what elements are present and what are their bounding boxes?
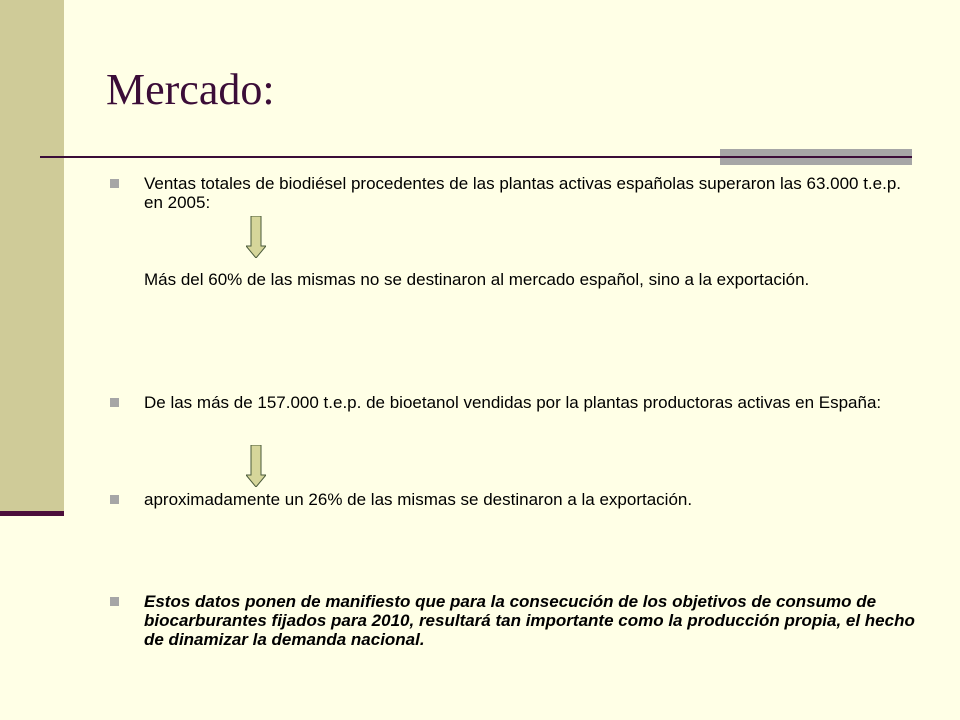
sub-paragraph-export: Más del 60% de las mismas no se destinaron al mercado español, sino a la exportación. bbox=[144, 270, 810, 289]
bullet-square-icon bbox=[110, 597, 119, 606]
bullet-square-icon bbox=[110, 495, 119, 504]
side-band-underline bbox=[0, 511, 64, 516]
bullet-text-export-percentage: aproximadamente un 26% de las mismas se destinaron a la exportación. bbox=[144, 490, 693, 509]
down-arrow-icon bbox=[246, 216, 266, 258]
slide-title: Mercado: bbox=[106, 65, 275, 114]
bullet-square-icon bbox=[110, 179, 119, 188]
bullet-text-bioetanol: De las más de 157.000 t.e.p. de bioetanol vendidas por la plantas productoras activas en España: bbox=[144, 393, 882, 412]
side-band-decoration bbox=[0, 0, 64, 512]
title-rule-accent bbox=[720, 149, 912, 165]
bullet-text-biodiesel: Ventas totales de biodiésel procedentes de las plantas activas españolas superaron las 63.000 t.e.p. en 2005: bbox=[144, 174, 902, 212]
down-arrow-icon bbox=[246, 445, 266, 487]
bullet-text-conclusion: Estos datos ponen de manifiesto que para la consecución de los objetivos de consumo de biocarburantes fijados para 2010, resultará tan importante como la producción propia, el hecho de dinamizar la demanda nacional. bbox=[144, 592, 915, 649]
bullet-square-icon bbox=[110, 398, 119, 407]
